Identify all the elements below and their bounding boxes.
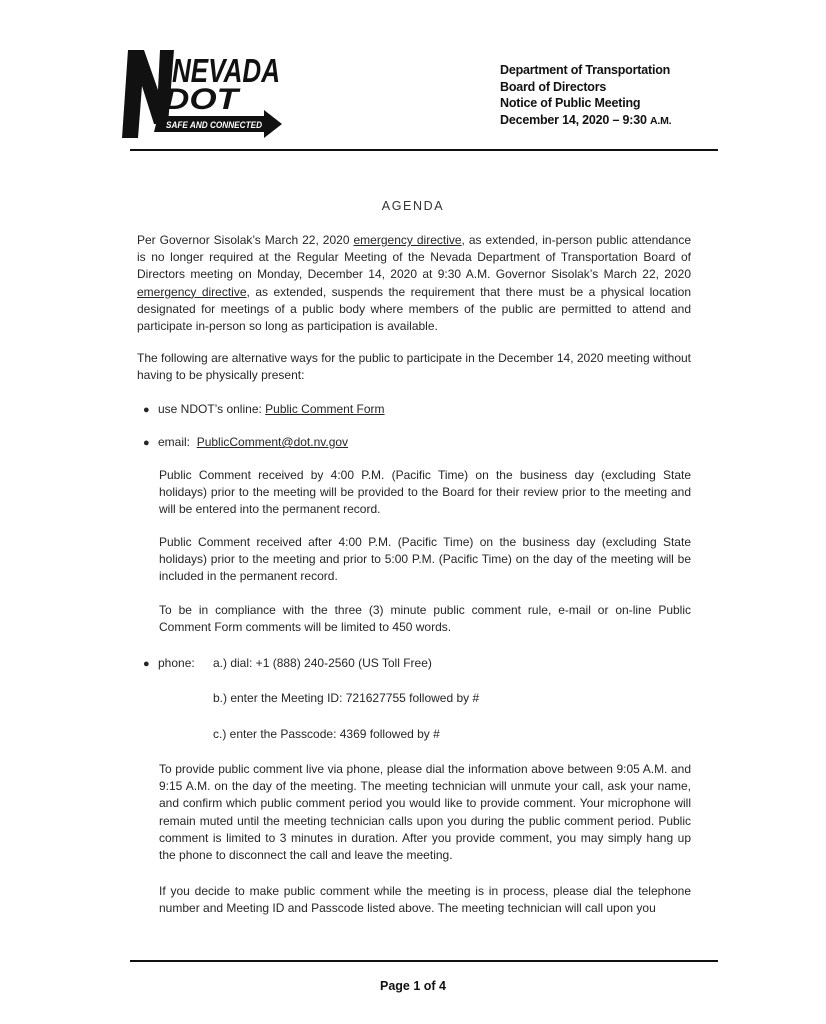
page-number: Page 1 of 4 <box>380 979 446 993</box>
word-limit-paragraph: To be in compliance with the three (3) minute public comment rule, e-mail or on-line Public Comment Form comments will be limited to 450 words. <box>159 603 691 635</box>
meeting-header <box>500 62 671 129</box>
logo-nevada-text: NEVADA <box>172 52 280 89</box>
bullet-icon: ● <box>143 404 150 416</box>
header-board: Board of Directors <box>500 79 607 94</box>
logo-dot-text: DOT <box>164 83 242 116</box>
phone-instructions-paragraph: To provide public comment live via phone, please dial the information above between 9:05 A.M. and 9:15 A.M. on the day of the meeting. The meeting technician will unmute your call, ask your name, and confirm which public comment period you would like to provide comment. Your microphone will remain muted until the meeting technician calls upon you during the public comment period. Public comment is limited to 3 minutes in duration. After you provide comment, you may simply hang up the phone to disconnect the call and leave the meeting. <box>159 762 691 863</box>
email-deadline-paragraph: Public Comment received by 4:00 P.M. (Pacific Time) on the business day (excluding State holidays) prior to the meeting will be provided to the Board for their review prior to the meeting and will be entered into the permanent record. <box>159 468 691 517</box>
bullet-icon: ● <box>143 658 150 670</box>
emergency-directive-link-1[interactable]: emergency directive <box>353 233 462 247</box>
email-label: email: <box>158 435 197 449</box>
list-item-email <box>143 434 348 452</box>
footer-divider <box>130 960 718 962</box>
header-date <box>500 112 671 130</box>
intro-paragraph <box>137 232 691 335</box>
agenda-title: AGENDA <box>381 199 445 213</box>
logo-tagline: SAFE AND CONNECTED <box>166 120 263 131</box>
public-comment-form-link[interactable]: Public Comment Form <box>265 402 385 416</box>
phone-label: phone: <box>158 656 195 670</box>
intro-text-a: Per Governor Sisolak’s March 22, 2020 <box>137 233 354 247</box>
phone-step-meeting-id: b.) enter the Meeting ID: 721627755 followed by # <box>213 691 480 705</box>
email-late-paragraph: Public Comment received after 4:00 P.M. (Pacific Time) on the business day (excluding State holidays) prior to the meeting and prior to 5:00 P.M. (Pacific Time) on the day of the meeting will be included in the permanent record. <box>159 535 691 584</box>
header-divider <box>130 149 718 151</box>
phone-in-process-paragraph: If you decide to make public comment while the meeting is in process, please dial the telephone number and Meeting ID and Passcode listed above. The meeting technician will call upon you <box>159 884 691 916</box>
header-ampm: A.M. <box>649 114 672 127</box>
header-notice: Notice of Public Meeting <box>500 96 641 110</box>
list-item-online <box>143 401 385 419</box>
intro-text-c: , as extended, suspends the requirement that there must be a physical location designated for meetings of a public body where members of the public are permitted to attend and participate in-person so long as participation is available. <box>137 284 691 334</box>
phone-step-dial: a.) dial: +1 (888) 240-2560 (US Toll Free) <box>213 656 432 670</box>
header-department: Department of Transportation <box>500 63 671 77</box>
emergency-directive-link-2[interactable]: emergency directive <box>137 284 247 299</box>
public-comment-email-link[interactable]: PublicComment@dot.nv.gov <box>196 435 349 449</box>
intro-text-b: , as extended, in-person public attendance is no longer required at the Regular Meeting of the Nevada Department of Transportation Board of Directors meeting on Monday, December 14, 2020 at 9:30 A.M. Governor Sisolak’s March 22, 2020 <box>137 233 691 282</box>
alternatives-paragraph: The following are alternative ways for the public to participate in the December 14, 2020 meeting without having to be physically present: <box>137 351 691 383</box>
bullet-icon: ● <box>143 437 150 449</box>
nevada-dot-logo <box>118 46 288 142</box>
phone-step-passcode: c.) enter the Passcode: 4369 followed by # <box>213 727 440 741</box>
online-label: use NDOT’s online: <box>158 402 266 416</box>
header-date-text: December 14, 2020 – 9:30 <box>500 112 650 127</box>
list-item-phone <box>143 655 432 673</box>
